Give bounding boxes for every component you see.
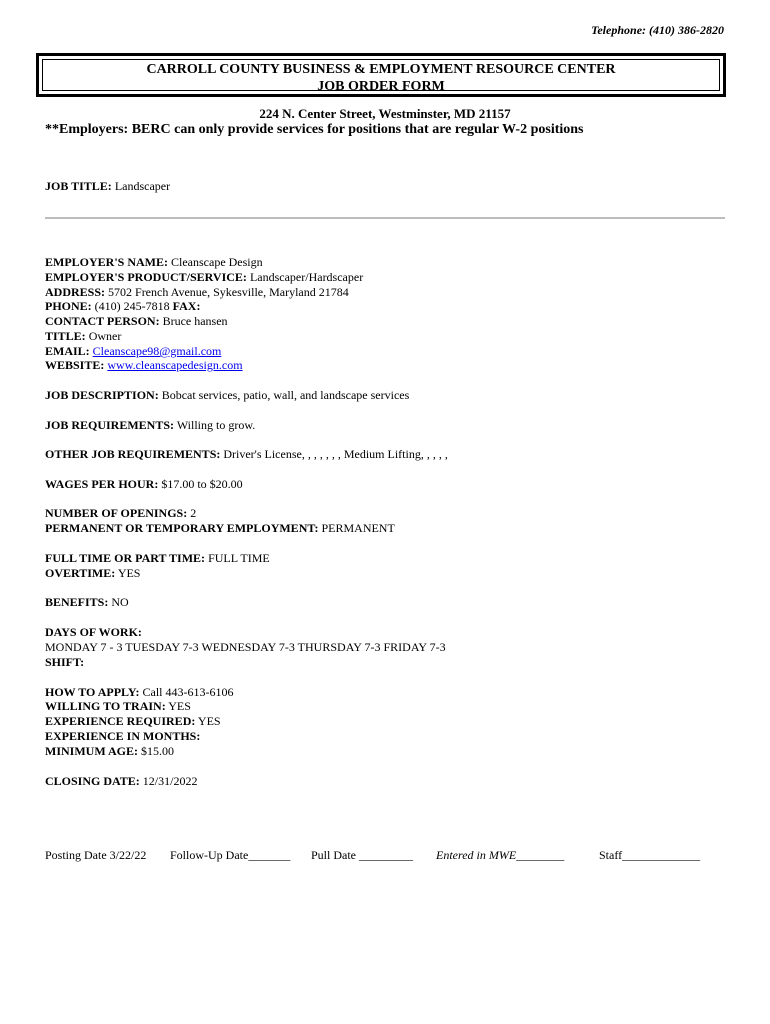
- employer-name-value: Cleanscape Design: [171, 255, 263, 269]
- follow-up-date: Follow-Up Date_______: [170, 848, 291, 862]
- experience-months-label: EXPERIENCE IN MONTHS:: [45, 729, 201, 743]
- organization-address: 224 N. Center Street, Westminster, MD 21157: [259, 106, 511, 121]
- contact-person-label: CONTACT PERSON:: [45, 314, 160, 328]
- days-of-work-field: [45, 625, 142, 640]
- job-description-label: JOB DESCRIPTION:: [45, 388, 159, 402]
- how-to-apply-value: Call 443-613-6106: [142, 685, 234, 699]
- closing-date-field: [45, 774, 197, 789]
- employer-product-value: Landscaper/Hardscaper: [249, 270, 364, 284]
- organization-title: CARROLL COUNTY BUSINESS & EMPLOYMENT RESOURCE CENTER: [146, 62, 616, 77]
- email-link[interactable]: Cleanscape98@gmail.com: [92, 344, 222, 358]
- staff: Staff_____________: [599, 848, 701, 862]
- phone-fax-field: [45, 299, 200, 314]
- employer-address-field: [45, 285, 349, 300]
- closing-date-value: 12/31/2022: [142, 774, 198, 788]
- openings-label: NUMBER OF OPENINGS:: [45, 506, 188, 520]
- job-title-field: [45, 179, 170, 194]
- job-description-field: [45, 388, 409, 403]
- job-requirements-value: Willing to grow.: [176, 418, 256, 432]
- job-description-value: Bobcat services, patio, wall, and landscape services: [161, 388, 410, 402]
- contact-title-field: [45, 329, 121, 344]
- form-footer: [45, 848, 700, 863]
- entered-in-mwe-label: Entered in MWE: [436, 848, 517, 862]
- how-to-apply-label: HOW TO APPLY:: [45, 685, 140, 699]
- other-requirements-value: Driver's License, , , , , , , Medium Lifting, , , , ,: [223, 447, 448, 461]
- benefits-label: BENEFITS:: [45, 595, 109, 609]
- job-title-value: Landscaper: [114, 179, 171, 193]
- posting-date: Posting Date 3/22/22: [45, 848, 147, 862]
- website-label: WEBSITE:: [45, 358, 105, 372]
- experience-required-field: [45, 714, 221, 729]
- overtime-label: OVERTIME:: [45, 566, 116, 580]
- openings-field: [45, 506, 196, 521]
- employer-product-label: EMPLOYER'S PRODUCT/SERVICE:: [45, 270, 247, 284]
- openings-value: 2: [190, 506, 197, 520]
- form-name: JOB ORDER FORM: [317, 79, 445, 94]
- shift-field: [45, 655, 84, 670]
- full-time-field: [45, 551, 270, 566]
- minimum-age-label: MINIMUM AGE:: [45, 744, 138, 758]
- overtime-value: YES: [117, 566, 141, 580]
- full-time-value: FULL TIME: [208, 551, 270, 565]
- full-time-label: FULL TIME OR PART TIME:: [45, 551, 206, 565]
- other-requirements-field: [45, 447, 448, 462]
- contact-person-value: Bruce hansen: [162, 314, 228, 328]
- employer-name-label: EMPLOYER'S NAME:: [45, 255, 168, 269]
- willing-to-train-value: YES: [168, 699, 191, 713]
- website-link[interactable]: www.cleanscapedesign.com: [107, 358, 243, 372]
- pull-date: Pull Date _________: [311, 848, 413, 862]
- benefits-field: [45, 595, 129, 610]
- contact-title-label: TITLE:: [45, 329, 86, 343]
- form-title-box: [36, 53, 726, 97]
- days-of-work-value: MONDAY 7 - 3 TUESDAY 7-3 WEDNESDAY 7-3 THURSDAY 7-3 FRIDAY 7-3: [45, 640, 446, 654]
- overtime-field: [45, 566, 140, 581]
- entered-in-mwe-blank: ________: [516, 848, 565, 862]
- how-to-apply-field: [45, 685, 233, 700]
- minimum-age-value: $15.00: [141, 744, 174, 758]
- employer-name-field: [45, 255, 263, 270]
- entered-in-mwe: [436, 848, 596, 863]
- shift-label: SHIFT:: [45, 655, 85, 669]
- employer-address-label: ADDRESS:: [45, 285, 106, 299]
- telephone-number: Telephone: (410) 386-2820: [591, 23, 724, 37]
- benefits-value: NO: [111, 595, 129, 609]
- job-requirements-label: JOB REQUIREMENTS:: [45, 418, 175, 432]
- experience-required-value: YES: [197, 714, 221, 728]
- phone-label: PHONE:: [45, 299, 92, 313]
- employer-notice: **Employers: BERC can only provide services for positions that are regular W-2 positions: [45, 122, 584, 137]
- job-requirements-field: [45, 418, 255, 433]
- wages-value: $17.00 to $20.00: [161, 477, 243, 491]
- email-label: EMAIL:: [45, 344, 90, 358]
- contact-person-field: [45, 314, 228, 329]
- experience-months-field: [45, 729, 200, 744]
- email-field: [45, 344, 221, 359]
- closing-date-label: CLOSING DATE:: [45, 774, 140, 788]
- days-of-work-label: DAYS OF WORK:: [45, 625, 142, 639]
- willing-to-train-field: [45, 699, 191, 714]
- website-field: [45, 358, 243, 373]
- phone-value: (410) 245-7818: [94, 299, 170, 313]
- contact-title-value: Owner: [88, 329, 122, 343]
- employment-type-field: [45, 521, 395, 536]
- job-title-label: JOB TITLE:: [45, 179, 112, 193]
- other-requirements-label: OTHER JOB REQUIREMENTS:: [45, 447, 221, 461]
- experience-required-label: EXPERIENCE REQUIRED:: [45, 714, 196, 728]
- employer-product-field: [45, 270, 363, 285]
- employment-type-value: PERMANENT: [321, 521, 395, 535]
- minimum-age-field: [45, 744, 174, 759]
- employer-address-value: 5702 French Avenue, Sykesville, Maryland 21784: [108, 285, 349, 299]
- section-divider: [45, 217, 725, 219]
- form-title-inner: [42, 59, 720, 94]
- willing-to-train-label: WILLING TO TRAIN:: [45, 699, 166, 713]
- fax-label: FAX:: [172, 299, 201, 313]
- wages-label: WAGES PER HOUR:: [45, 477, 159, 491]
- employment-type-label: PERMANENT OR TEMPORARY EMPLOYMENT:: [45, 521, 319, 535]
- wages-field: [45, 477, 243, 492]
